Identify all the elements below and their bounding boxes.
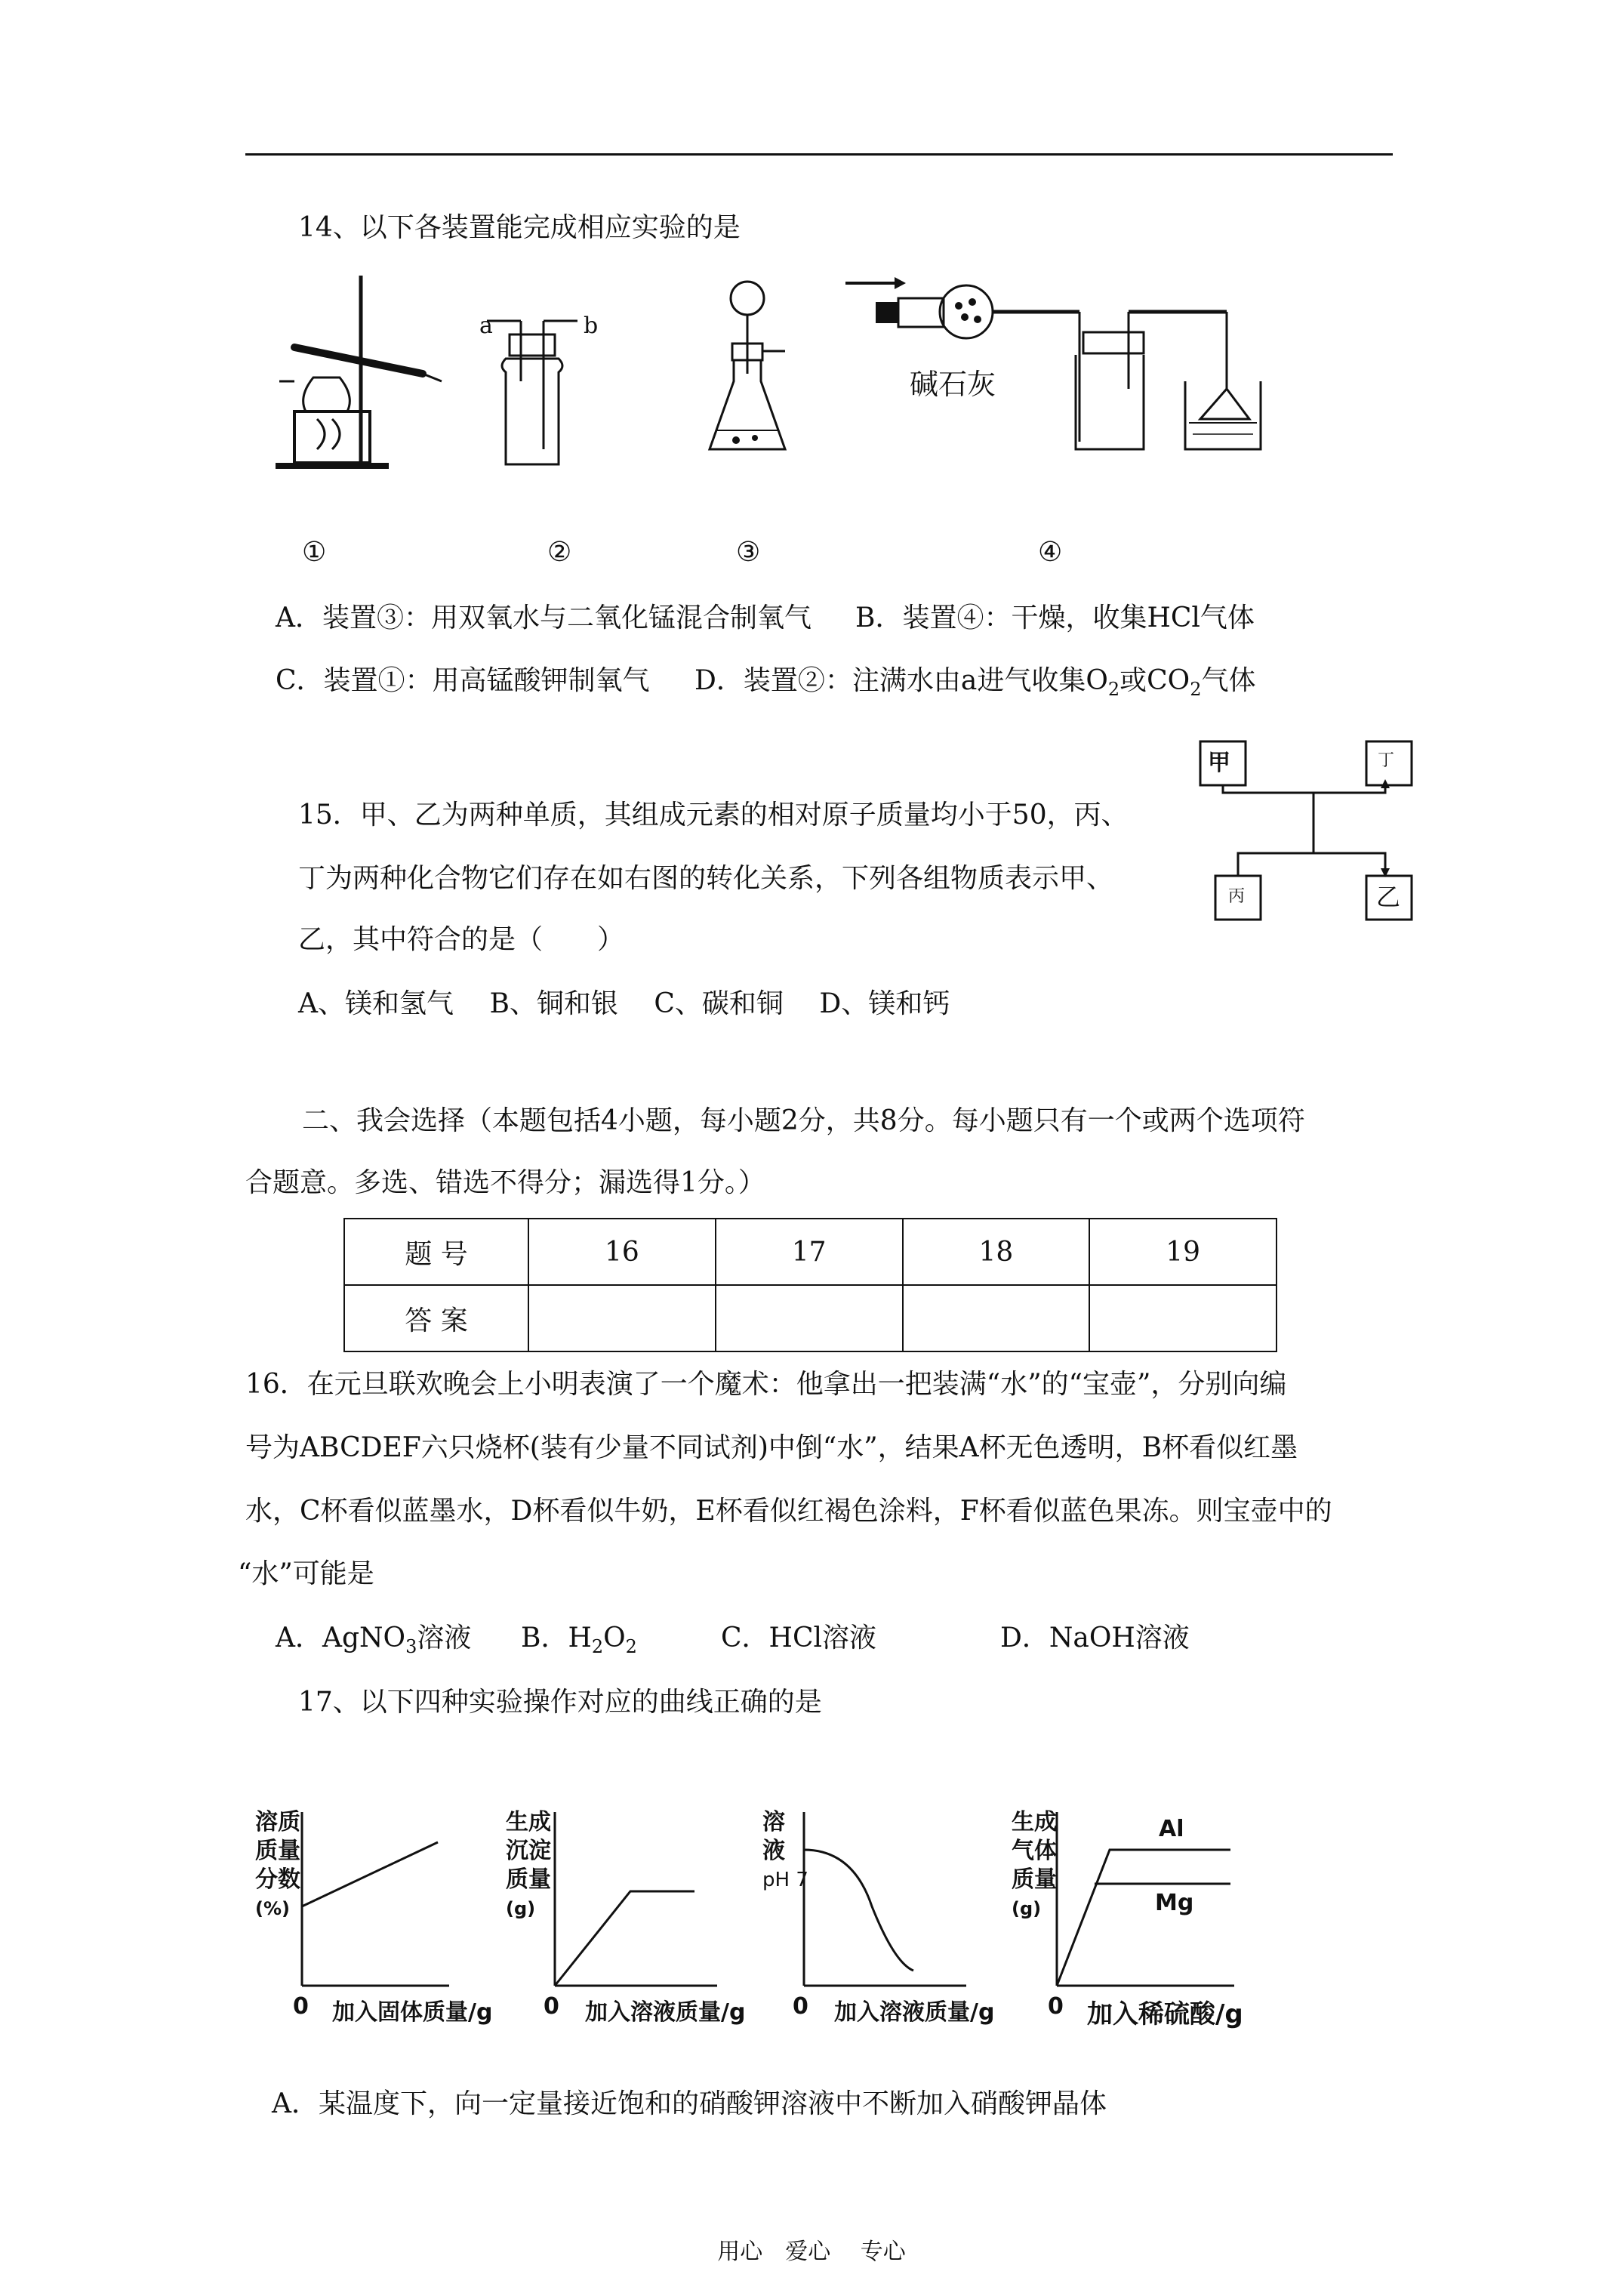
q16-option-b: B．$H_2O_2$ (521, 1623, 637, 1658)
q15-line-3: 乙，其中符合的是（ ） (298, 924, 625, 955)
section2-line-2: 合题意。多选、错选不得分；漏选得1分。） (245, 1167, 765, 1198)
graph-2-origin: 0 (544, 1993, 559, 2020)
graph-3-ph-curve (800, 1808, 966, 1989)
q14-stem: 14、以下各装置能完成相应实验的是 (298, 212, 741, 243)
q17-option-a: A．某温度下，向一定量接近饱和的硝酸钾溶液中不断加入硝酸钾晶体 (272, 2088, 1107, 2119)
answer-cell-17[interactable] (716, 1285, 903, 1351)
q16-option-d: D．NaOH溶液 (1000, 1623, 1190, 1653)
answer-table-answer-row (344, 1285, 1277, 1351)
graph-1-xlabel: 加入固体质量/g (332, 1999, 493, 2026)
answer-table-number-16: 16 (528, 1219, 716, 1285)
answer-cell-18[interactable] (903, 1285, 1090, 1351)
q14-option-a: A．装置③：用双氧水与二氧化锰混合制氧气 (276, 603, 812, 633)
answer-table-answer-label: 答 案 (344, 1285, 528, 1351)
graph-4-ylabel: 生成 气体 质量 (g) (1012, 1809, 1057, 1919)
q16-line-1: 16．在元旦联欢晚会上小明表演了一个魔术：他拿出一把装满“水”的“宝壶”，分别向编 (245, 1369, 1287, 1400)
q14-option-d: D．装置②：注满水由a进气收集$O_2$或$CO_2$气体 (694, 665, 1256, 701)
lime-label: 碱石灰 (910, 368, 996, 401)
page-footer: 用心 爱心 专心 (717, 2239, 906, 2265)
answer-table-number-19: 19 (1089, 1219, 1277, 1285)
q15-box-ding: 丁 (1378, 751, 1395, 770)
apparatus-1-heating (272, 268, 445, 472)
graph-4-series-al: Al (1159, 1816, 1184, 1842)
port-b-label: b (584, 313, 599, 339)
graph-3-origin: 0 (793, 1993, 808, 2020)
apparatus-label-4: ④ (1038, 537, 1063, 568)
port-a-label: a (479, 313, 493, 339)
graph-4-origin: 0 (1048, 1993, 1064, 2020)
q14-option-c: C．装置①：用高锰酸钾制氧气 (276, 665, 650, 696)
q16-option-c: C．HCl溶液 (721, 1623, 876, 1653)
q15-box-jia: 甲 (1208, 750, 1230, 776)
answer-cell-16[interactable] (528, 1285, 716, 1351)
graph-4-xlabel: 加入稀硫酸/g (1087, 1999, 1243, 2029)
graph-4-gas-mass (1053, 1808, 1234, 1989)
answer-table (343, 1218, 1277, 1352)
q15-box-bing: 丙 (1228, 887, 1246, 906)
q15-line-1: 15．甲、乙为两种单质，其组成元素的相对原子质量均小于50，丙、 (298, 800, 1129, 831)
apparatus-label-1: ① (302, 537, 327, 568)
graph-2-xlabel: 加入溶液质量/g (585, 1999, 746, 2026)
q16-line-4: “水”可能是 (238, 1558, 374, 1589)
apparatus-4-drying-collection (830, 268, 1268, 472)
graph-3-ylabel: 溶 液 pH 7 (762, 1809, 808, 1891)
apparatus-label-3: ③ (736, 537, 761, 568)
graph-1-ylabel: 溶质 质量 分数 (%) (255, 1809, 300, 1919)
q16-line-3: 水，C杯看似蓝墨水，D杯看似牛奶，E杯看似红褐色涂料，F杯看似蓝色果冻。则宝壶中的 (245, 1496, 1332, 1527)
q14-option-b: B．装置④：干燥，收集HCl气体 (855, 603, 1255, 633)
answer-table-header-label: 题 号 (344, 1219, 528, 1285)
graph-1-origin: 0 (293, 1993, 309, 2020)
q15-line-2: 丁为两种化合物它们存在如右图的转化关系，下列各组物质表示甲、 (298, 863, 1114, 894)
q16-option-a: A．AgNO$_3$溶液 (276, 1623, 472, 1658)
apparatus-3-flask (694, 276, 800, 472)
graph-4-series-mg: Mg (1155, 1890, 1194, 1916)
graph-3-xlabel: 加入溶液质量/g (834, 1999, 995, 2026)
q16-line-2: 号为ABCDEF六只烧杯(装有少量不同试剂)中倒“水”，结果A杯无色透明，B杯看似红墨 (245, 1432, 1298, 1463)
q15-box-yi: 乙 (1376, 883, 1401, 911)
apparatus-label-2: ② (547, 537, 572, 568)
header-rule (245, 153, 1393, 156)
section2-line-1: 二、我会选择（本题包括4小题，每小题2分，共8分。每小题只有一个或两个选项符 (302, 1105, 1305, 1136)
answer-table-number-17: 17 (716, 1219, 903, 1285)
graph-2-ylabel: 生成 沉淀 质量 (g) (506, 1809, 551, 1919)
answer-table-number-18: 18 (903, 1219, 1090, 1285)
answer-cell-19[interactable] (1089, 1285, 1277, 1351)
answer-table-header-row (344, 1219, 1277, 1285)
graph-2-precipitate-mass (551, 1808, 717, 1989)
q15-options: A、镁和氢气 B、铜和银 C、碳和铜 D、镁和钙 (298, 988, 950, 1019)
graph-1-solute-fraction (298, 1808, 449, 1989)
q17-stem: 17、以下四种实验操作对应的曲线正确的是 (298, 1687, 822, 1718)
